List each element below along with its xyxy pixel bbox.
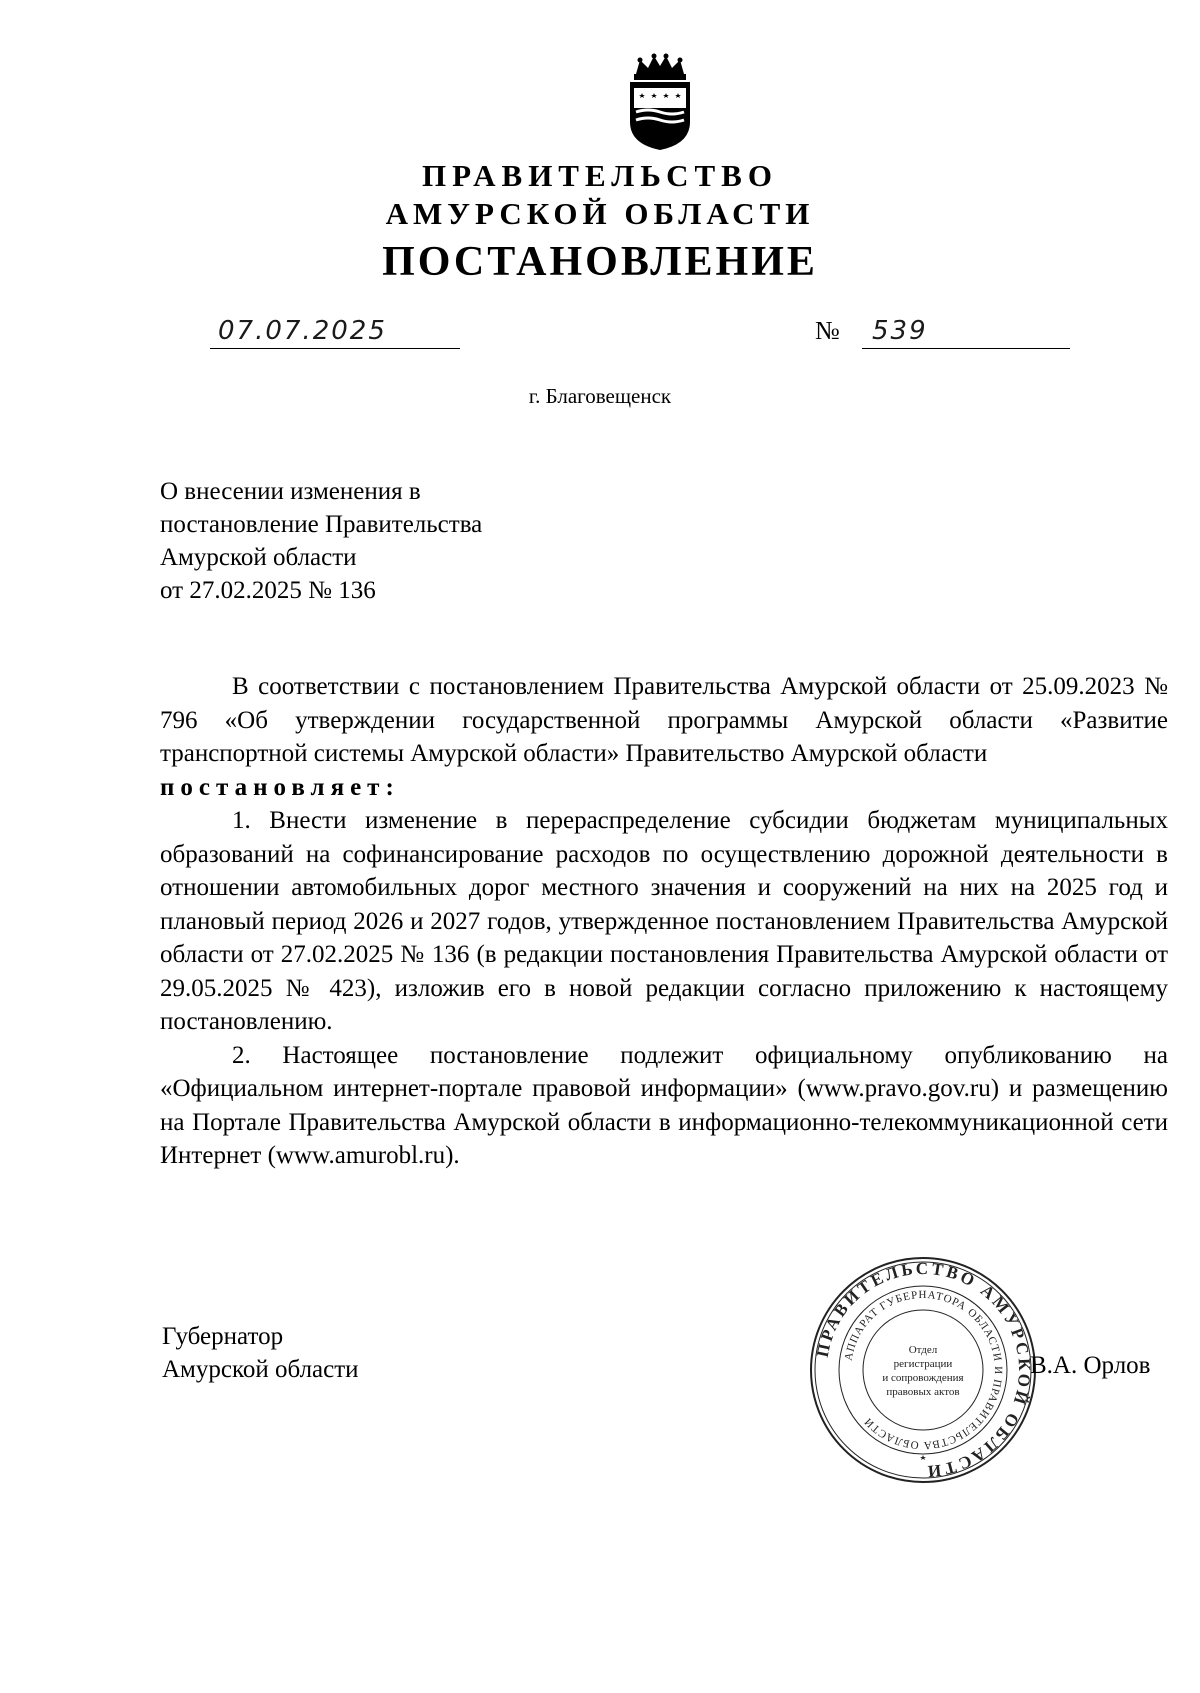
item-1-paragraph: 1. Внести изменение в перераспределение субсидии бюджетам муниципальных образований на софинансирование расходов по осуществлению дорожной деятельности в отношении автомобильных дорог местного значения и сооружений на них на 2025 год и плановый период 2026 и 2027 годов, утвержденное постановлением Правительства Амурской области от 27.02.2025 № 136 (в редакции постановления Правительства Амурской области от 29.05.2025 № 423), изложив его в новой редакции согласно приложению к настоящему постановлению. — [160, 807, 1168, 1035]
coat-of-arms-emblem — [618, 52, 702, 152]
signatory-position — [162, 1320, 359, 1386]
preamble-paragraph: В соответствии с постановлением Правительства Амурской области от 25.09.2023 № 796 «Об утверждении государственной программы Амурской области «Развитие транспортной системы Амурской области» Правительство Амурской области — [160, 673, 1168, 767]
decree-word: постановляет: — [160, 773, 400, 801]
stamp-outer-text: ПРАВИТЕЛЬСТВО АМУРСКОЙ ОБЛАСТИ — [812, 1258, 1035, 1482]
subject-line: Амурской области — [160, 544, 357, 571]
stamp-star-icon — [920, 1455, 926, 1460]
stamp-middle-text: АППАРАТ ГУБЕРНАТОРА ОБЛАСТИ И ПРАВИТЕЛЬСТВА ОБЛАСТИ — [842, 1288, 1005, 1452]
document-date: 07.07.2025 — [218, 316, 387, 346]
stamp-center-line: Отдел — [908, 1344, 938, 1356]
number-label: № — [815, 316, 840, 345]
position-line2: Амурской области — [162, 1356, 359, 1383]
subject-line: О внесении изменения в — [160, 478, 421, 505]
stamp-center-line: и сопровождения — [882, 1372, 964, 1384]
official-seal-stamp — [808, 1255, 1038, 1485]
stamp-center-line: регистрации — [893, 1358, 953, 1370]
organization-name-line1: ПРАВИТЕЛЬСТВО — [422, 158, 778, 193]
subject-line: от 27.02.2025 № 136 — [160, 577, 376, 604]
document-number-field — [862, 314, 1070, 349]
subject-line: постановление Правительства — [160, 511, 483, 538]
position-line1: Губернатор — [162, 1323, 284, 1350]
organization-name-line2: АМУРСКОЙ ОБЛАСТИ — [385, 196, 815, 231]
document-body — [160, 670, 1168, 1173]
stamp-center-line: правовых актов — [886, 1386, 960, 1398]
document-number: 539 — [872, 316, 928, 346]
item-2-paragraph: 2. Настоящее постановление подлежит официальному опубликованию на «Официальном интернет-портале правовой информации» (www.pravo.gov.ru) и размещению на Портале Правительства Амурской области в информационно-телекоммуникационной сети Интернет (www.amurobl.ru). — [160, 1041, 1168, 1169]
document-date-field — [210, 314, 460, 349]
document-subject — [160, 475, 482, 607]
city-name: г. Благовещенск — [528, 384, 672, 408]
signatory-name: В.А. Орлов — [1030, 1352, 1151, 1379]
document-type-title: ПОСТАНОВЛЕНИЕ — [382, 239, 818, 285]
